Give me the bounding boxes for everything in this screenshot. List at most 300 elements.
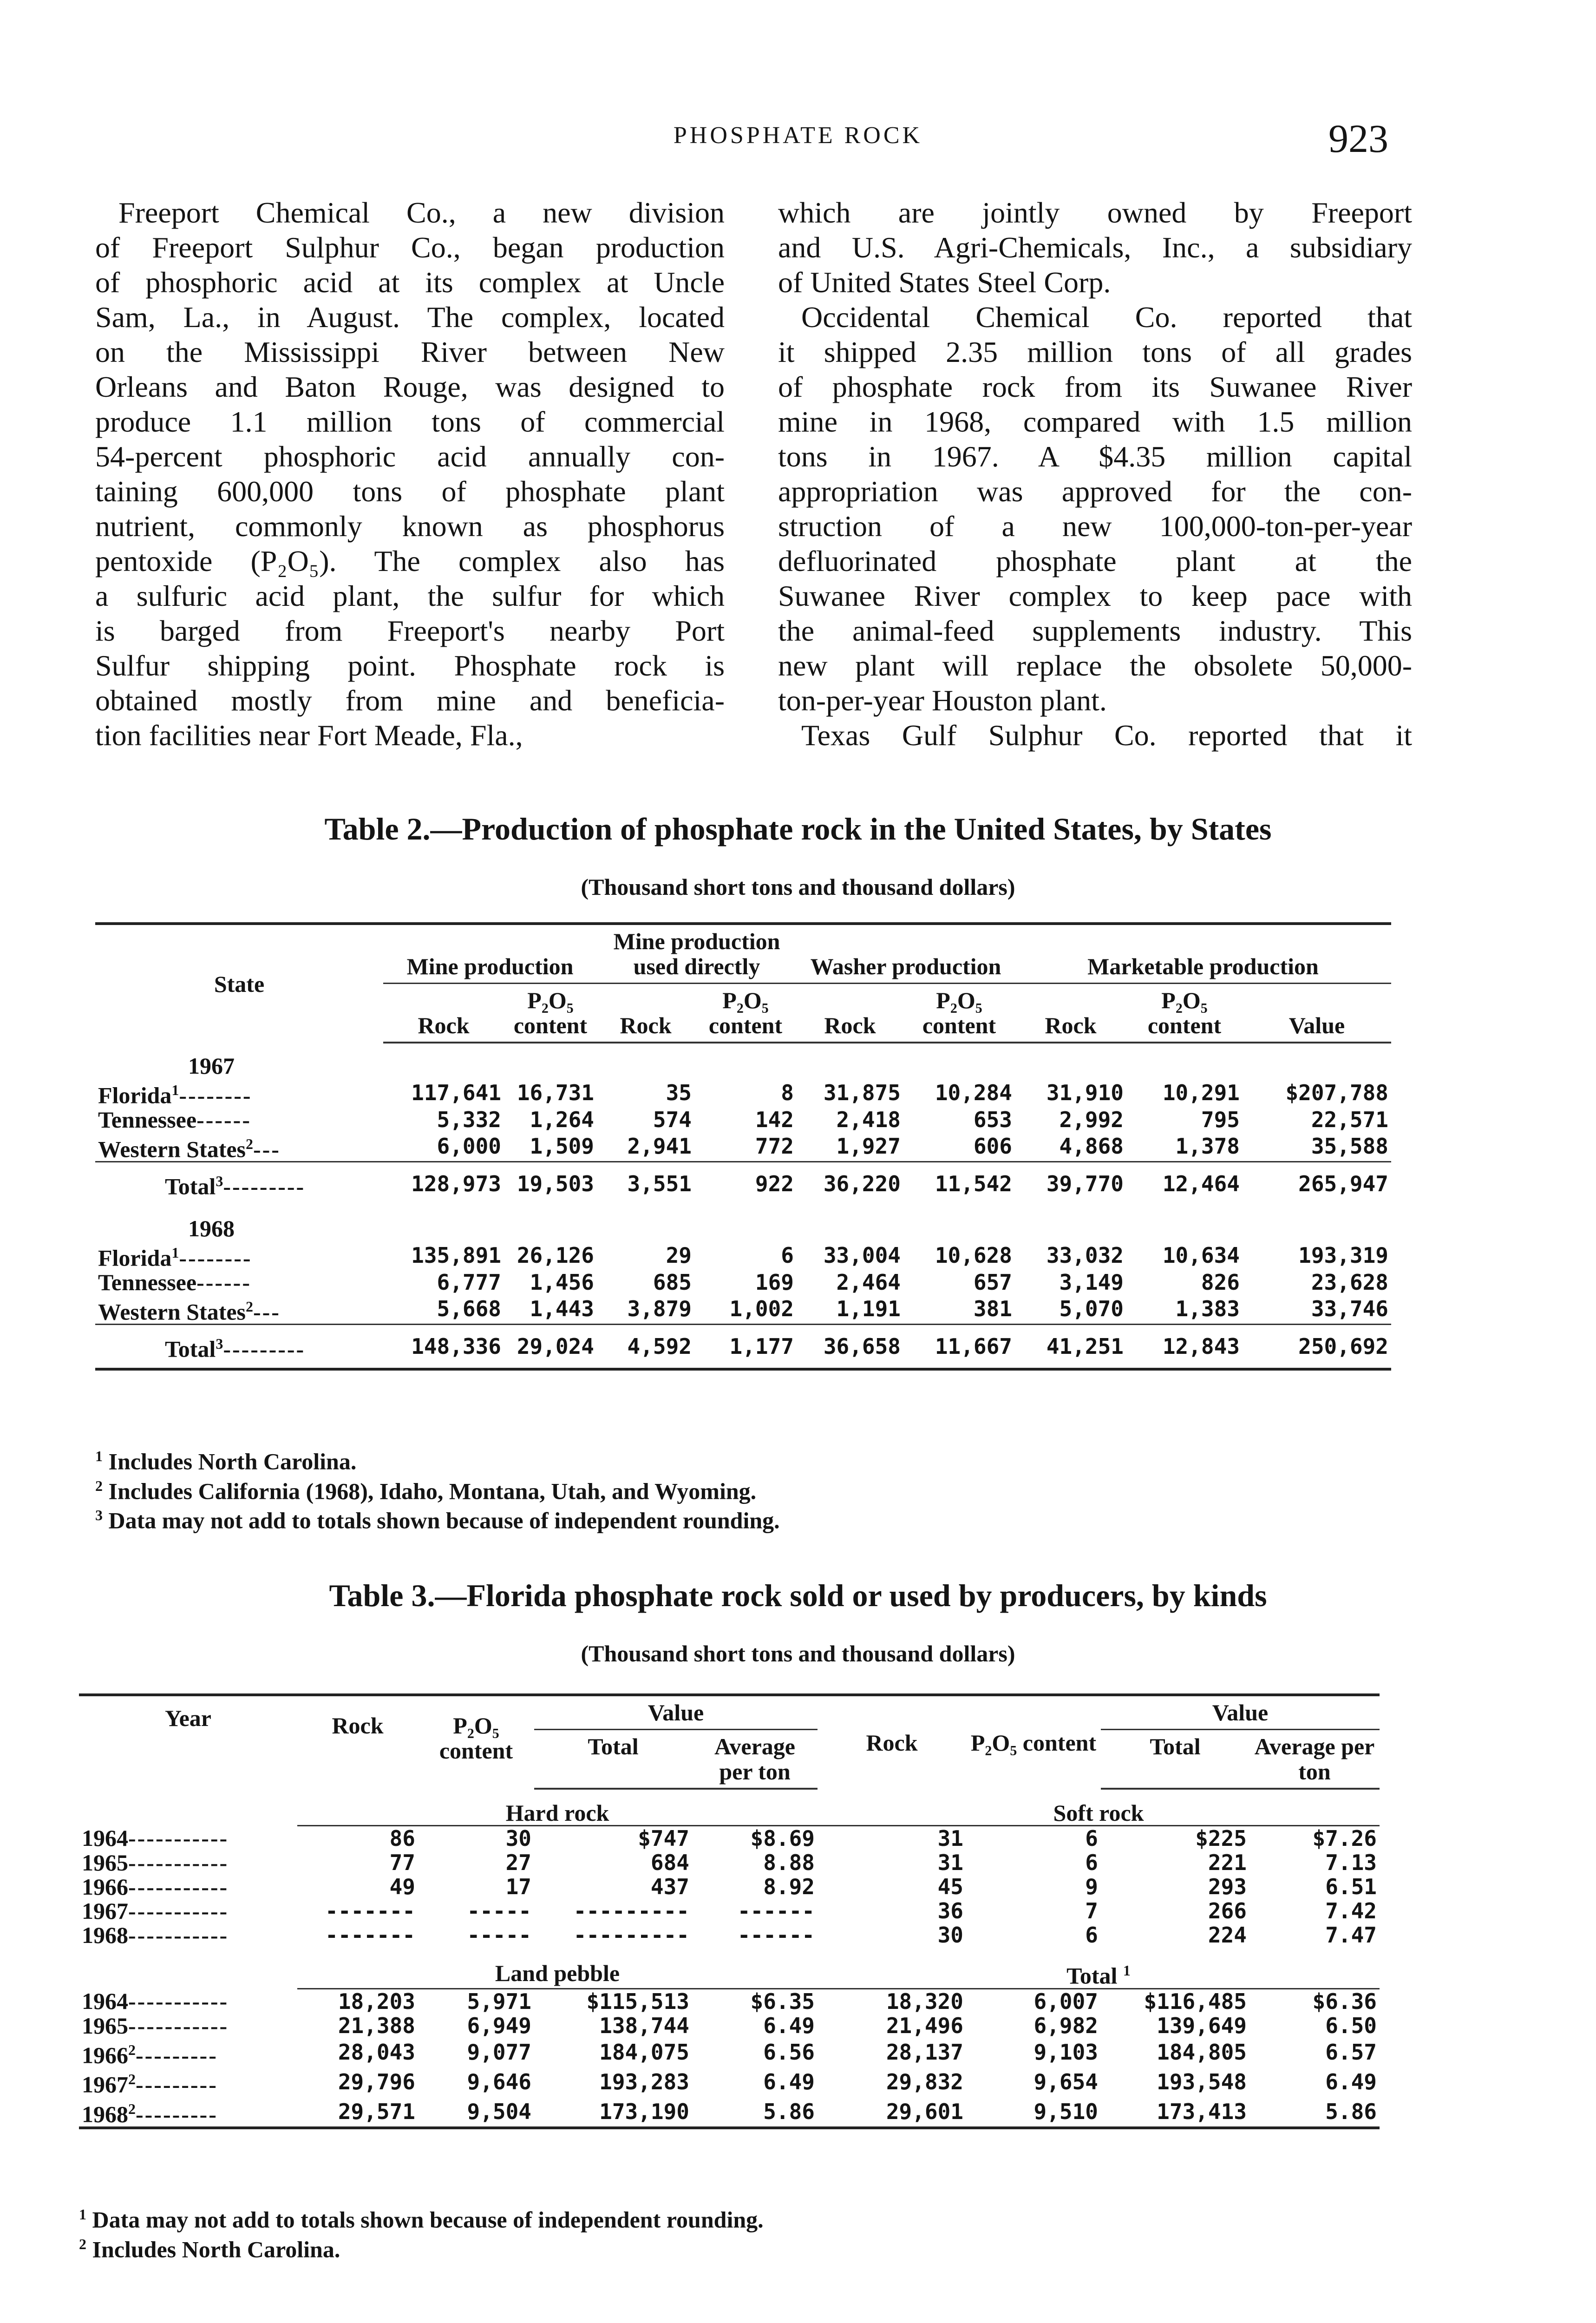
table2-footnote [95, 1444, 780, 1474]
table2-total-cell: 148,336 [383, 1325, 504, 1368]
table3-cell: 6.50 [1325, 2013, 1377, 2038]
table2-cell: 31,875 [823, 1080, 901, 1105]
table3-cell: 193,283 [599, 2069, 689, 2095]
table2-cell: 1,383 [1175, 1296, 1240, 1322]
table3-cell: 45 [937, 1874, 963, 1899]
table2-cell: 1,378 [1175, 1134, 1240, 1159]
table2-total-cell: 128,973 [383, 1162, 504, 1205]
table3-year: 1965----------- [82, 2012, 229, 2039]
table2-total-cell: 4,592 [597, 1325, 694, 1368]
table3-header-rock: Rock [332, 1713, 384, 1739]
table3-header-p2o5: P₂O₅ content [970, 1729, 1097, 1756]
text-line: it shipped 2.35 million tons of all grades [778, 335, 1412, 368]
text-line: Sulfur shipping point. Phosphate rock is [95, 649, 725, 682]
table3-title: Table 3.—Florida phosphate rock sold or used by producers, by kinds [329, 1578, 1267, 1613]
table3-cell: 6 [1085, 1850, 1098, 1875]
table3-cell: 6.49 [763, 2069, 815, 2095]
table2-cell: 135,891 [411, 1242, 501, 1268]
table2-total-cell: 41,251 [1015, 1325, 1126, 1368]
table2-cell: 4,868 [1059, 1134, 1124, 1159]
table2-cell: 3,879 [627, 1296, 692, 1322]
table3-year: 1966----------- [82, 1874, 229, 1900]
table2-header-p2o5: P₂O₅ content [1126, 984, 1243, 1043]
footnote-mark: 2 [246, 1135, 253, 1152]
text-line: of Freeport Sulphur Co., began production [95, 231, 725, 264]
table2-title: Table 2.—Production of phosphate rock in the United States, by States [324, 811, 1272, 847]
footnote-mark: 1 [171, 1244, 179, 1261]
table2-cell: 826 [1201, 1269, 1240, 1295]
table3-cell: 86 [389, 1826, 415, 1851]
table2-header-rock: Rock [1015, 984, 1126, 1043]
text-line: taining 600,000 tons of phosphate plant [95, 475, 725, 508]
text-line: obtained mostly from mine and beneficia- [95, 684, 725, 717]
table3-subtitle: (Thousand short tons and thousand dollars) [581, 1641, 1015, 1667]
year-label: 1965 [82, 1850, 128, 1876]
text-line: mine in 1968, compared with 1.5 million [778, 405, 1412, 438]
table3-header-value: Value [1101, 1696, 1380, 1730]
table2-state: Western States$^2$--- [98, 1135, 281, 1162]
table2-state: Western States$^2$--- [98, 1298, 281, 1325]
table3-header-total: Total [1101, 1730, 1249, 1789]
table3-cell: 437 [650, 1874, 689, 1899]
table3-cell: 29,832 [886, 2069, 963, 2095]
table3-cell: 173,190 [599, 2099, 689, 2124]
text-line: tons in 1967. A $4.35 million capital [778, 440, 1412, 473]
text-line: produce 1.1 million tons of commercial [95, 405, 725, 438]
table3-cell: 29,796 [338, 2069, 415, 2095]
table3-cell: --------- [573, 1923, 689, 1948]
table2-row [95, 1270, 1391, 1294]
year-label: 1966 [82, 1874, 128, 1900]
table2-cell: 10,634 [1162, 1242, 1240, 1268]
table2-cell: 33,004 [823, 1242, 901, 1268]
table3-section-label: Land pebble [297, 1947, 818, 1988]
table3-row [79, 1826, 1380, 1851]
table3-cell: ------ [737, 1898, 815, 1923]
table3-cell: 9,654 [1033, 2069, 1098, 2095]
table2-cell: 1,509 [530, 1134, 594, 1159]
table2-cell: 8 [781, 1080, 794, 1105]
table3-cell: 21,496 [886, 2013, 963, 2038]
footnote-text: Includes North Carolina. [108, 1448, 357, 1475]
state-name: Florida [98, 1082, 172, 1109]
table2-cell: 33,746 [1311, 1296, 1388, 1322]
table3-cell: 9,504 [467, 2099, 531, 2124]
table3-section-label [818, 1947, 1380, 1988]
table2-header-rock: Rock [383, 984, 504, 1043]
table2-header-mine-direct: Mine production used directly [597, 925, 797, 984]
table2-header-rock: Rock [797, 984, 903, 1043]
year-label: 1967 [82, 1898, 128, 1924]
year-label: 1966 [82, 2042, 128, 2068]
table2-row [95, 1108, 1391, 1132]
table2-total-cell: 11,667 [903, 1325, 1015, 1368]
table2-cell: 5,070 [1059, 1296, 1124, 1322]
table3-cell: 293 [1208, 1874, 1247, 1899]
table3 [79, 1693, 1380, 2129]
year-label: 1968 [82, 1922, 128, 1948]
table2-cell: 169 [755, 1269, 794, 1295]
table3-section-label [818, 1789, 1380, 1826]
table2-header-p2o5: P₂O₅ content [504, 984, 597, 1043]
table2-total-cell: 922 [694, 1162, 797, 1205]
table3-cell: 5,971 [467, 1988, 531, 2014]
table2-header-state: State [214, 971, 265, 997]
table3-header-year: Year [165, 1705, 211, 1731]
table3-cell: 6.49 [1325, 2069, 1377, 2095]
text-column-left [95, 195, 725, 753]
section-label-text: Soft rock [1053, 1800, 1144, 1826]
state-name: Florida [98, 1245, 172, 1271]
table2-footnotes [95, 1444, 780, 1533]
table3-cell: 684 [650, 1850, 689, 1875]
table3-section-label: Hard rock [297, 1789, 818, 1826]
table3-row [79, 1875, 1380, 1899]
table3-cell: 6.57 [1325, 2040, 1377, 2065]
table2-cell: 2,464 [836, 1269, 901, 1295]
table2-cell: 5,332 [437, 1107, 501, 1132]
text-line: Freeport Chemical Co., a new division [118, 196, 725, 229]
table3-cell: ------ [737, 1923, 815, 1948]
table3-year: 1965----------- [82, 1850, 229, 1876]
table2-cell: 33,032 [1046, 1242, 1124, 1268]
table3-cell: $8.69 [750, 1826, 815, 1851]
table2-footnote [95, 1474, 780, 1503]
text-line: a sulfuric acid plant, the sulfur for which [95, 579, 725, 612]
table3-cell: 6 [1085, 1826, 1098, 1851]
table2-total-cell: 12,843 [1126, 1325, 1243, 1368]
table3-cell: 5.86 [763, 2099, 815, 2124]
text-line: the animal-feed supplements industry. This [778, 614, 1412, 647]
text-line: tion facilities near Fort Meade, Fla., [95, 719, 523, 752]
table3-cell: ----- [467, 1898, 531, 1923]
table3-row [79, 2038, 1380, 2067]
table3-cell: ------- [325, 1898, 415, 1923]
text-line: and U.S. Agri-Chemicals, Inc., a subsidiary [778, 231, 1412, 264]
state-name: Tennessee [98, 1106, 197, 1133]
table2-total-cell: 29,024 [504, 1325, 597, 1368]
table3-cell: 8.88 [763, 1850, 815, 1875]
table2-cell: 22,571 [1311, 1107, 1388, 1132]
table3-cell: 18,320 [886, 1988, 963, 2014]
state-name: Western States [98, 1136, 246, 1162]
footnote-mark: 2 [95, 1477, 103, 1494]
table3-cell: 138,744 [599, 2013, 689, 2038]
table2-total-cell: 12,464 [1126, 1162, 1243, 1205]
table3-cell: 30 [505, 1826, 531, 1851]
table3-cell: 9,077 [467, 2040, 531, 2065]
table3-row [79, 1988, 1380, 2014]
table3-year: 1967$^2$--------- [82, 2071, 218, 2098]
table3-cell: 28,137 [886, 2040, 963, 2065]
table3-cell: 184,805 [1157, 2040, 1247, 2065]
footnote-mark: 2 [128, 2041, 136, 2058]
table2-cell: 6,777 [437, 1269, 501, 1295]
table3-cell: --------- [573, 1898, 689, 1923]
table2-cell: 1,927 [836, 1134, 901, 1159]
table2-year-label: 1968 [188, 1215, 235, 1241]
table2-subtitle: (Thousand short tons and thousand dollars) [581, 874, 1015, 900]
table2-cell: 653 [973, 1107, 1012, 1132]
table2-header-marketable: Marketable production [1015, 925, 1391, 984]
text-line: Orleans and Baton Rouge, was designed to [95, 370, 725, 403]
table2-cell: 3,149 [1059, 1269, 1124, 1295]
table2-row [95, 1132, 1391, 1162]
table3-header-rock: Rock [866, 1729, 918, 1756]
table2-cell: 6,000 [437, 1134, 501, 1159]
table2-header-p2o5: P₂O₅ content [903, 984, 1015, 1043]
table3-cell: 6,007 [1033, 1988, 1098, 2014]
table3-cell: 7.13 [1325, 1850, 1377, 1875]
text-line: ton-per-year Houston plant. [778, 684, 1107, 717]
table2-row [95, 1240, 1391, 1270]
table2-cell: 5,668 [437, 1296, 501, 1322]
table2-header-rock: Rock [597, 984, 694, 1043]
table3-cell: 6.56 [763, 2040, 815, 2065]
footnote-mark: 1 [95, 1448, 103, 1464]
table2-cell: 1,456 [530, 1269, 594, 1295]
table2-total-label: Total$^3$--------- [95, 1325, 383, 1368]
table2-cell: 772 [755, 1134, 794, 1159]
table2-cell: $207,788 [1285, 1080, 1388, 1105]
table2-header-washer: Washer production [797, 925, 1015, 984]
table2-state: Florida$^1$-------- [98, 1082, 252, 1109]
table2-year-label: 1967 [188, 1053, 235, 1079]
table3-cell: $115,513 [586, 1988, 689, 2014]
table2-cell: 1,002 [729, 1296, 794, 1322]
text-line: nutrient, commonly known as phosphorus [95, 510, 725, 543]
table2-total-cell: 250,692 [1243, 1325, 1391, 1368]
table2-cell: 1,191 [836, 1296, 901, 1322]
table3-cell: 17 [505, 1874, 531, 1899]
footnote-text: Data may not add to totals shown because of independent rounding. [108, 1507, 780, 1534]
footnote-text: Includes North Carolina. [92, 2236, 340, 2263]
table3-cell: 27 [505, 1850, 531, 1875]
table2-row [95, 1078, 1391, 1108]
table3-cell: ----- [467, 1923, 531, 1948]
table3-cell: 173,413 [1157, 2099, 1247, 2124]
text-line: Occidental Chemical Co. reported that [801, 301, 1412, 334]
table2-total-cell: 19,503 [504, 1162, 597, 1205]
footnote-text: Data may not add to totals shown because of independent rounding. [92, 2206, 764, 2233]
table3-row [79, 2014, 1380, 2038]
year-label: 1967 [82, 2071, 128, 2098]
year-label: 1968 [82, 2101, 128, 2127]
text-line: appropriation was approved for the con- [778, 475, 1412, 508]
text-line: Suwanee River complex to keep pace with [778, 579, 1412, 612]
table3-cell: 6,949 [467, 2013, 531, 2038]
table3-cell: $225 [1195, 1826, 1247, 1851]
footnote-mark: 2 [79, 2235, 86, 2252]
table3-header-average: Average per ton [1249, 1730, 1380, 1789]
table3-cell: 8.92 [763, 1874, 815, 1899]
table2-cell: 1,264 [530, 1107, 594, 1132]
table2-cell: 193,319 [1298, 1242, 1388, 1268]
table3-year: 1964----------- [82, 1825, 229, 1851]
table3-footnotes [79, 2202, 764, 2261]
footnote-mark: 2 [128, 2100, 136, 2117]
table3-cell: $6.35 [750, 1988, 815, 2014]
table2-cell: 574 [653, 1107, 692, 1132]
table3-cell: $6.36 [1312, 1988, 1377, 2014]
table3-cell: 49 [389, 1874, 415, 1899]
table3-cell: 9 [1085, 1874, 1098, 1899]
year-label: 1964 [82, 1988, 128, 2014]
table3-cell: 193,548 [1157, 2069, 1247, 2095]
page-number: 923 [1328, 116, 1388, 161]
table2-cell: 2,992 [1059, 1107, 1124, 1132]
table2-cell: 685 [653, 1269, 692, 1295]
table3-cell: 6,982 [1033, 2013, 1098, 2038]
table2-cell: 16,731 [517, 1080, 594, 1105]
table3-cell: 31 [937, 1826, 963, 1851]
table3-header-p2o5: P₂O₅ content [439, 1713, 513, 1764]
text-line: Texas Gulf Sulphur Co. reported that it [801, 719, 1412, 752]
table3-cell: $116,485 [1144, 1988, 1247, 2014]
table3-cell: $7.26 [1312, 1826, 1377, 1851]
table3-cell: 6.51 [1325, 1874, 1377, 1899]
table2-cell: 2,418 [836, 1107, 901, 1132]
text-line: of phosphoric acid at its complex at Uncle [95, 266, 725, 299]
table3-cell: 224 [1208, 1923, 1247, 1948]
table3-cell: 7.47 [1325, 1923, 1377, 1948]
table3-cell: ------- [325, 1923, 415, 1948]
table3-cell: 21,388 [338, 2013, 415, 2038]
table3-year: 1966$^2$--------- [82, 2041, 218, 2068]
footnote-mark: 1 [79, 2206, 86, 2223]
footnote-mark: 1 [1123, 1962, 1131, 1979]
table2-cell: 1,443 [530, 1296, 594, 1322]
text-line: of phosphate rock from its Suwanee River [778, 370, 1412, 403]
footnote-mark: 3 [216, 1173, 223, 1190]
text-line: of United States Steel Corp. [778, 266, 1111, 299]
table2-cell: 117,641 [411, 1080, 501, 1105]
table3-cell: 9,646 [467, 2069, 531, 2095]
running-head: PHOSPHATE ROCK [673, 122, 923, 149]
table3-cell: 184,075 [599, 2040, 689, 2065]
table3-cell: $747 [638, 1826, 689, 1851]
table3-cell: 7.42 [1325, 1898, 1377, 1923]
text-line: pentoxide (P₂O₅). The complex also has [95, 545, 725, 577]
text-column-right [778, 195, 1412, 753]
table2-total-cell: 11,542 [903, 1162, 1015, 1205]
table3-cell: 266 [1208, 1898, 1247, 1923]
text-line: on the Mississippi River between New [95, 335, 725, 368]
table3-row [79, 1899, 1380, 1923]
table3-cell: 30 [937, 1923, 963, 1948]
table3-header-value: Value [534, 1696, 818, 1730]
table2-header-value: Value [1243, 984, 1391, 1043]
state-name: Western States [98, 1299, 246, 1325]
footnote-mark: 3 [95, 1507, 103, 1524]
table2-total-row [95, 1325, 1391, 1368]
year-label: 1964 [82, 1825, 128, 1851]
text-line: new plant will replace the obsolete 50,000- [778, 649, 1412, 682]
table2-cell: 35 [666, 1080, 692, 1105]
table2-total-cell: 265,947 [1243, 1162, 1391, 1205]
table2-total-row [95, 1162, 1391, 1205]
text-line: struction of a new 100,000-ton-per-year [778, 510, 1412, 543]
table3-cell: 77 [389, 1850, 415, 1875]
text-line: which are jointly owned by Freeport [778, 196, 1412, 229]
text-line: defluorinated phosphate plant at the [778, 545, 1412, 577]
table2-cell: 795 [1201, 1107, 1240, 1132]
total-label: Total [165, 1336, 216, 1362]
table2-state: Tennessee------ [98, 1269, 251, 1295]
table3-year: 1968----------- [82, 1922, 229, 1948]
table3-row [79, 2097, 1380, 2126]
table2-cell: 23,628 [1311, 1269, 1388, 1295]
table2-cell: 29 [666, 1242, 692, 1268]
table2-cell: 6 [781, 1242, 794, 1268]
table2-cell: 26,126 [517, 1242, 594, 1268]
table3-row [79, 2067, 1380, 2097]
footnote-mark: 2 [128, 2071, 136, 2088]
table3-cell: 29,601 [886, 2099, 963, 2124]
text-line: Sam, La., in August. The complex, located [95, 301, 725, 334]
table2-total-cell: 36,220 [797, 1162, 903, 1205]
table2-cell: 35,588 [1311, 1134, 1388, 1159]
text-line: 54-percent phosphoric acid annually con- [95, 440, 725, 473]
table2-row [95, 1294, 1391, 1325]
table3-row [79, 1851, 1380, 1875]
table3-header-average: Average per ton [692, 1730, 818, 1789]
footnote-mark: 3 [216, 1335, 223, 1352]
table3-cell: 6.49 [763, 2013, 815, 2038]
table2-header-p2o5: P₂O₅ content [694, 984, 797, 1043]
table3-cell: 18,203 [338, 1988, 415, 2014]
state-name: Tennessee [98, 1269, 197, 1295]
table3-footnote [79, 2232, 764, 2262]
table3-year: 1967----------- [82, 1898, 229, 1924]
table2-cell: 381 [973, 1296, 1012, 1322]
year-label: 1965 [82, 2012, 128, 2039]
table3-cell: 139,649 [1157, 2013, 1247, 2038]
table2-total-cell: 1,177 [694, 1325, 797, 1368]
table3-cell: 221 [1208, 1850, 1247, 1875]
table2-cell: 142 [755, 1107, 794, 1132]
table2-cell: 10,628 [935, 1242, 1012, 1268]
footnote-text: Includes California (1968), Idaho, Montana, Utah, and Wyoming. [108, 1478, 757, 1504]
table2-total-cell: 3,551 [597, 1162, 694, 1205]
table3-cell: 6 [1085, 1923, 1098, 1948]
text-line: is barged from Freeport's nearby Port [95, 614, 725, 647]
table2-total-label: Total$^3$--------- [95, 1162, 383, 1205]
table3-footnote [79, 2202, 764, 2232]
table2-footnote [95, 1503, 780, 1533]
table3-cell: 36 [937, 1898, 963, 1923]
table2-cell: 606 [973, 1134, 1012, 1159]
table2 [95, 922, 1391, 1371]
table3-cell: 7 [1085, 1898, 1098, 1923]
footnote-mark: 2 [246, 1298, 253, 1315]
table3-cell: 31 [937, 1850, 963, 1875]
table3-row [79, 1923, 1380, 1947]
table2-cell: 657 [973, 1269, 1012, 1295]
table2-header-mine-production: Mine production [383, 925, 597, 984]
table2-state: Florida$^1$-------- [98, 1244, 252, 1271]
table3-header-total: Total [534, 1730, 692, 1789]
table3-year: 1968$^2$--------- [82, 2100, 218, 2127]
table2-cell: 10,291 [1162, 1080, 1240, 1105]
table2-total-cell: 39,770 [1015, 1162, 1126, 1205]
total-label: Total [165, 1173, 216, 1200]
table2-state: Tennessee------ [98, 1106, 251, 1133]
table3-cell: 5.86 [1325, 2099, 1377, 2124]
table3-cell: 29,571 [338, 2099, 415, 2124]
table2-cell: 31,910 [1046, 1080, 1124, 1105]
table3-cell: 9,103 [1033, 2040, 1098, 2065]
